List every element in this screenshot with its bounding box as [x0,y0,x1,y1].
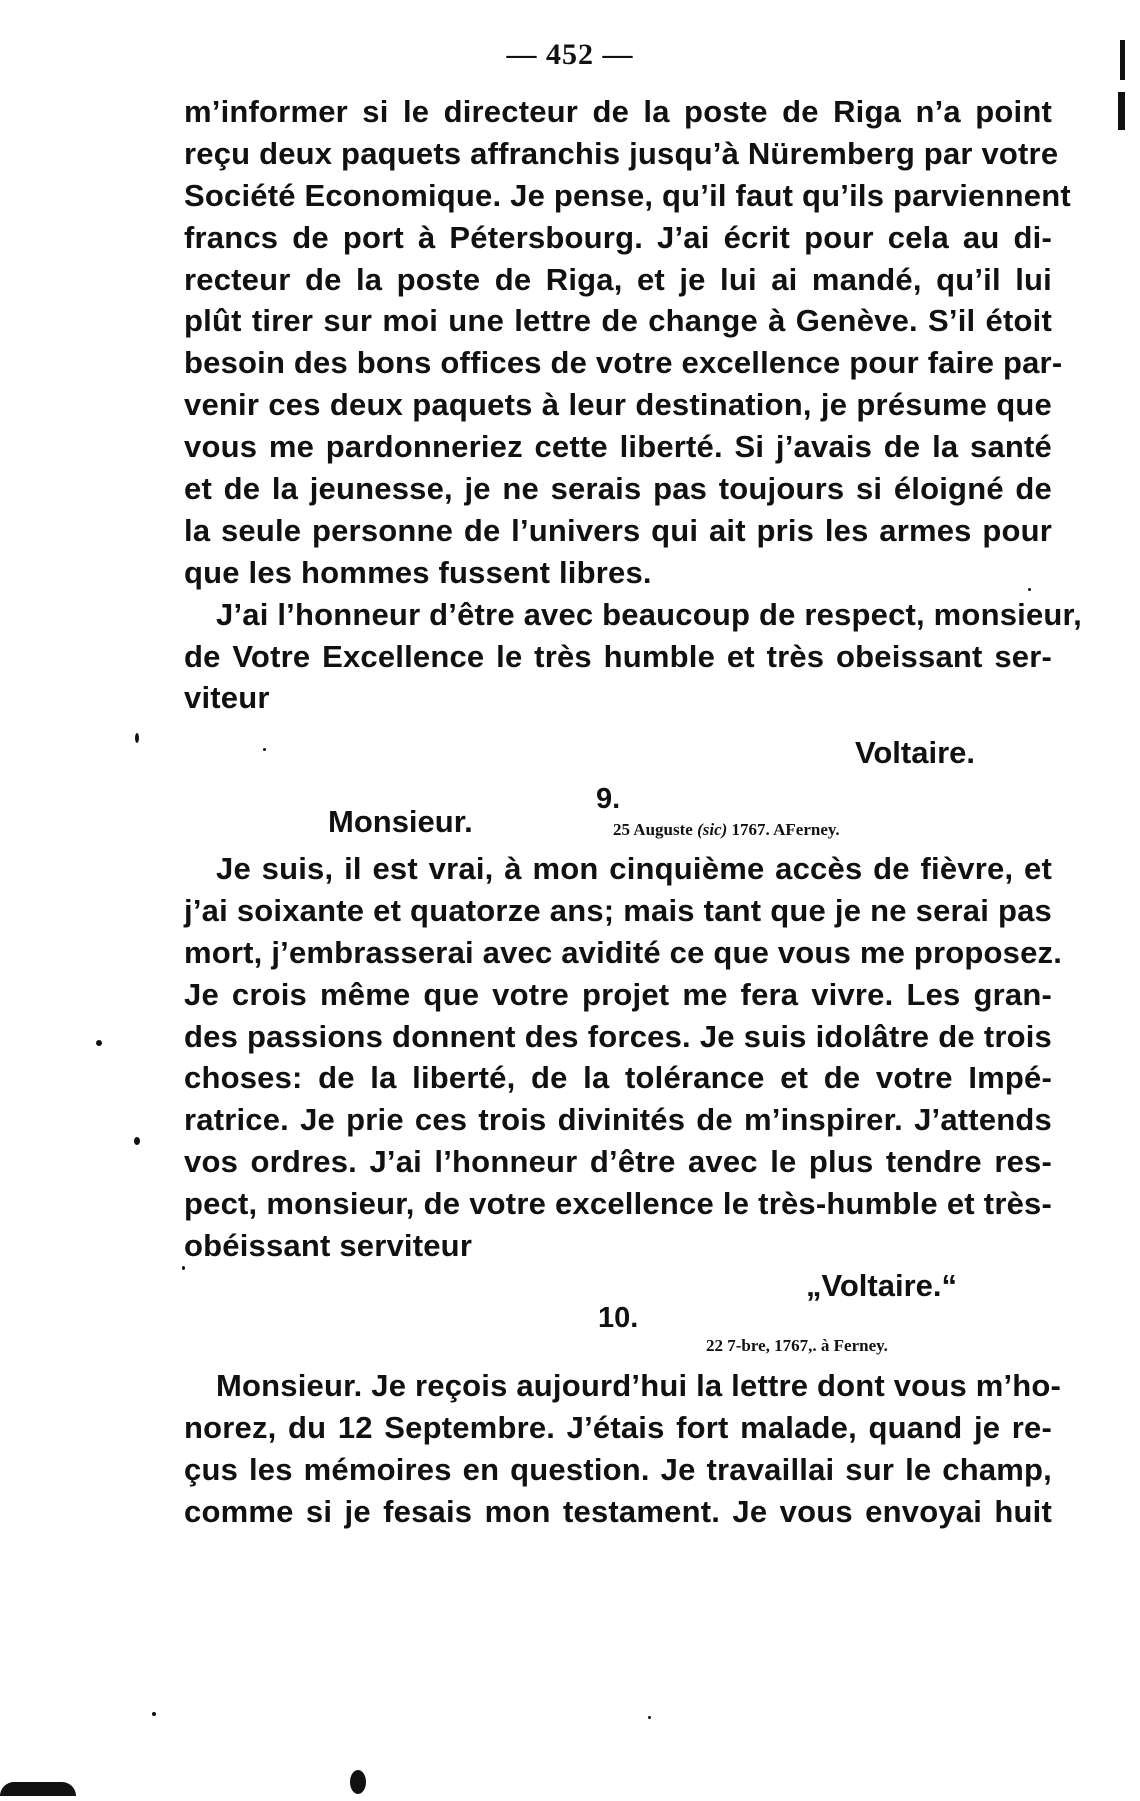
date-sic: (sic) [697,820,728,839]
text-line: choses: de la liberté, de la tolérance et de votre Impé- [184,1060,1052,1096]
signature-voltaire-quoted: „Voltaire.“ [806,1268,958,1303]
letter-number-9: 9. [596,783,621,815]
text-line: la seule personne de l’univers qui ait pris les armes pour [184,512,1052,548]
text-line: m’informer si le directeur de la poste de Riga n’a point [184,94,1052,129]
text-line: recteur de la poste de Riga, et je lui ai mandé, qu’il lui [184,261,1052,297]
text-line: obéissant serviteur [184,1228,473,1264]
letter-10-body [184,1365,1062,1533]
ink-speck [648,1716,651,1719]
text-line: vos ordres. J’ai l’honneur d’être avec le plus tendre res- [184,1144,1052,1180]
date-prefix: 25 Auguste [613,820,693,839]
text-line: reçu deux paquets affranchis jusqu’à Nüremberg par votre [184,135,1059,171]
text-line: ratrice. Je prie ces trois divinités de m’inspirer. J’attends [184,1102,1052,1138]
text-line: besoin des bons offices de votre excellence pour faire par- [184,345,1063,381]
letter-9-salutation: Monsieur. [328,804,473,839]
text-line: Société Economique. Je pense, qu’il faut qu’ils parviennent [184,177,1071,213]
ink-speck [96,1040,102,1046]
text-line: j’ai soixante et quatorze ans; mais tant que je ne serai pas [184,892,1052,928]
text-line: Je crois même que votre projet me fera vivre. Les gran- [184,976,1052,1012]
letter-9-body [184,848,1063,1267]
text-line: plût tirer sur moi une lettre de change à Genève. S’il étoit [184,303,1052,339]
ink-blot [350,1770,366,1794]
text-line: viteur [184,680,270,716]
ink-speck [135,733,139,743]
text-line: des passions donnent des forces. Je suis idolâtre de trois [184,1018,1052,1054]
text-line: çus les mémoires en question. Je travaillai sur le champ, [184,1451,1052,1487]
text-line: mort, j’embrasserai avec avidité ce que vous me proposez. [184,934,1063,970]
ink-speck [152,1712,156,1716]
text-line: que les hommes fussent libres. [184,554,652,590]
ink-speck [1028,588,1031,591]
text-line: venir ces deux paquets à leur destination, je présume que [184,387,1052,423]
date-suffix: 1767. AFerney. [731,820,840,839]
signature-voltaire: Voltaire. [855,735,976,770]
letter-continued-body [184,91,1082,719]
text-line: pect, monsieur, de votre excellence le très-humble et très- [184,1186,1052,1222]
text-line: francs de port à Pétersbourg. J’ai écrit pour cela au di- [184,219,1052,255]
margin-mark [1120,40,1125,80]
text-line: de Votre Excellence le très humble et très obeissant ser- [184,638,1052,674]
text-line: comme si je fesais mon testament. Je vous envoyai huit [184,1493,1052,1529]
letter-10-dateline: 22 7-bre, 1767,. à Ferney. [706,1336,888,1355]
page-number: — 452 — [506,38,634,71]
text-line: vous me pardonneriez cette liberté. Si j’avais de la santé [184,429,1052,465]
ink-speck [263,748,266,751]
text-line: norez, du 12 Septembre. J’étais fort malade, quand je re- [184,1409,1052,1445]
text-line: Monsieur. Je reçois aujourd’hui la lettre dont vous m’ho- [216,1368,1062,1403]
letter-9-dateline [613,820,840,840]
letter-number-10: 10. [598,1302,639,1334]
text-line: et de la jeunesse, je ne serais pas toujours si éloigné de [184,471,1052,507]
margin-mark [1118,92,1125,130]
text-line: J’ai l’honneur d’être avec beaucoup de respect, monsieur, [216,596,1082,632]
ink-speck [134,1137,140,1145]
corner-shadow [0,1782,76,1796]
ink-speck [182,1266,185,1270]
text-line: Je suis, il est vrai, à mon cinquième accès de fièvre, et [216,851,1052,886]
